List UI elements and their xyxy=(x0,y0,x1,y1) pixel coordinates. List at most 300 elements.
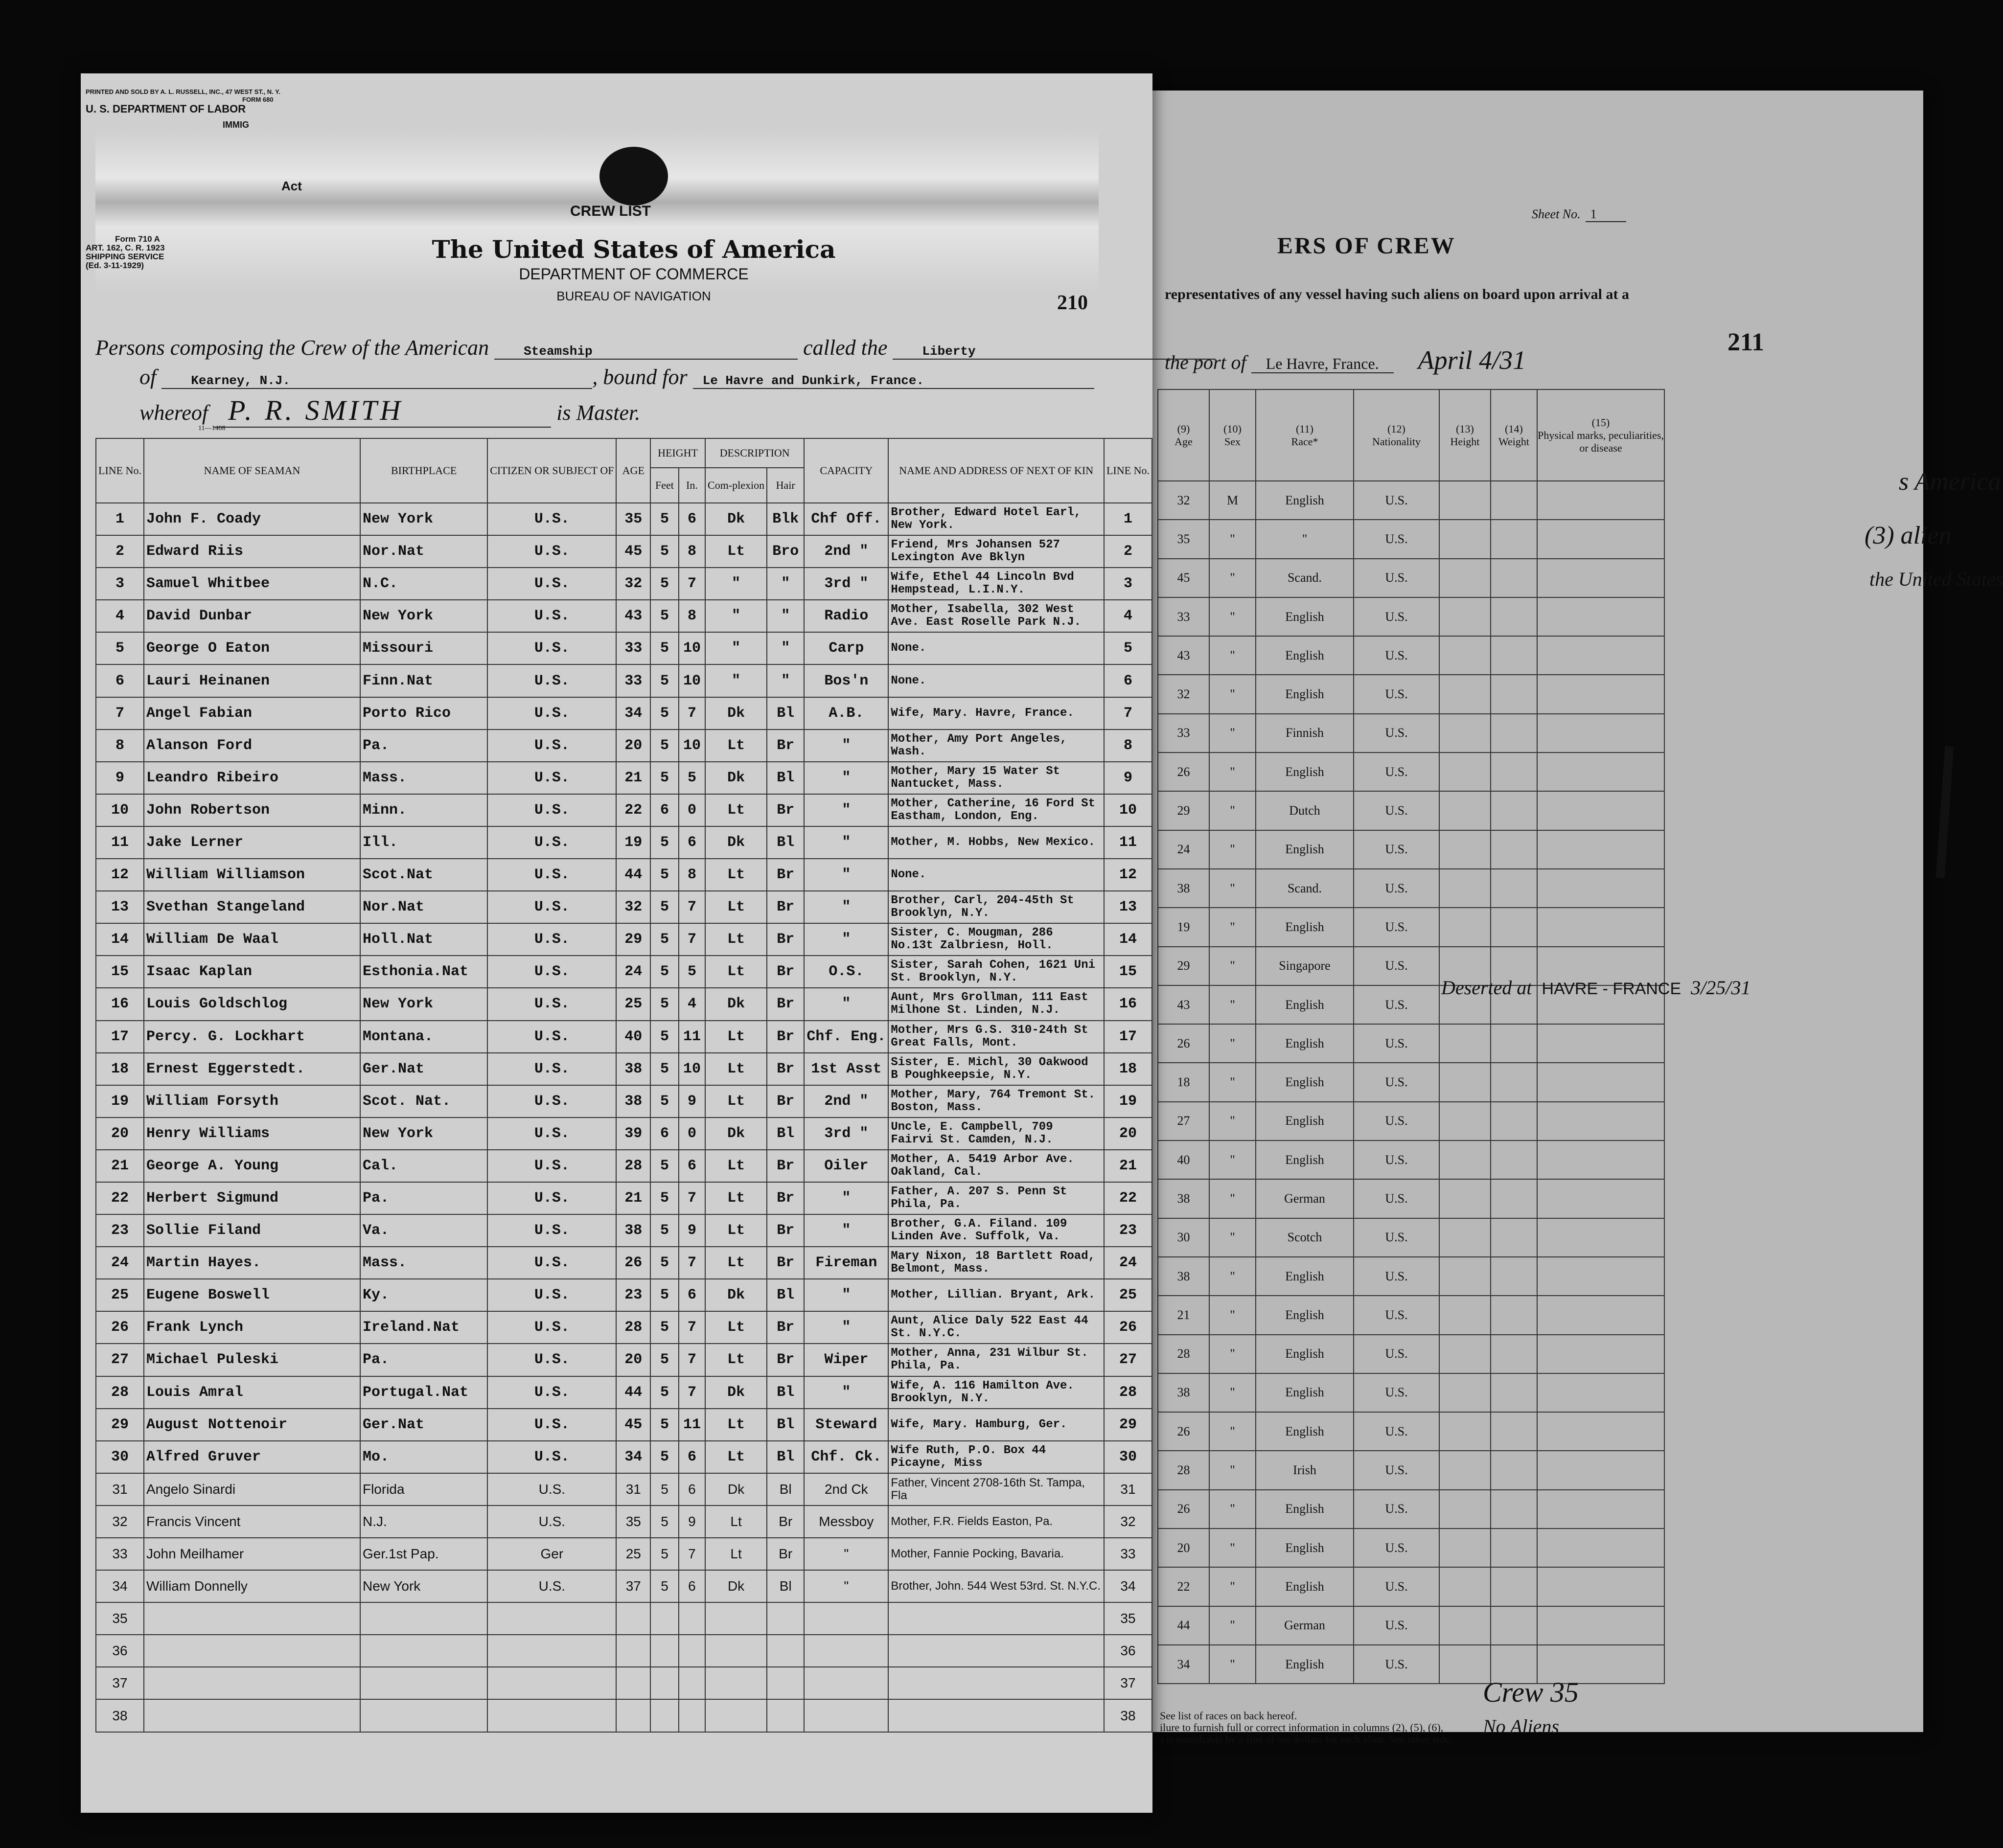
back-cell-age: 26 xyxy=(1158,1024,1209,1063)
back-cell-empty xyxy=(1491,791,1537,830)
crew-cell-complexion: " xyxy=(705,664,767,697)
back-cell-nat: U.S. xyxy=(1354,1024,1439,1063)
back-cell-empty xyxy=(1537,1257,1664,1296)
back-cell-sex: " xyxy=(1209,985,1256,1024)
crew-cell-seaman-name: Frank Lynch xyxy=(144,1311,360,1344)
crew-cell-inches: 6 xyxy=(679,1441,705,1473)
crew-cell-hair: Br xyxy=(767,1247,804,1279)
back-cell-empty xyxy=(1537,1141,1664,1179)
crew-cell-feet xyxy=(650,1602,679,1635)
crew-row xyxy=(96,1538,1152,1570)
back-table-row xyxy=(1158,520,1664,558)
back-cell-sex: " xyxy=(1209,1063,1256,1101)
crew-cell-seaman-name: William Forsyth xyxy=(144,1085,360,1118)
crew-cell-birthplace xyxy=(360,1602,487,1635)
back-cell-nat: U.S. xyxy=(1354,1102,1439,1141)
crew-cell-capacity: Radio xyxy=(804,600,888,632)
back-cell-empty xyxy=(1537,481,1664,520)
crew-cell-inches: 8 xyxy=(679,535,705,568)
back-cell-empty xyxy=(1537,636,1664,675)
back-cell-age: 29 xyxy=(1158,947,1209,985)
crew-cell-citizen: U.S. xyxy=(487,1441,616,1473)
crew-cell-birthplace: Ky. xyxy=(360,1279,487,1311)
crew-cell-next-of-kin: Brother, John. 544 West 53rd. St. N.Y.C. xyxy=(888,1570,1104,1602)
crew-row xyxy=(96,1021,1152,1053)
crew-cell-line-no: 33 xyxy=(96,1538,144,1570)
crew-cell-citizen: U.S. xyxy=(487,632,616,664)
crew-cell-seaman-name: Edward Riis xyxy=(144,535,360,568)
crew-row xyxy=(96,762,1152,794)
crew-cell-feet xyxy=(650,1635,679,1667)
crew-cell-feet: 6 xyxy=(650,1118,679,1150)
crew-cell-capacity: Steward xyxy=(804,1409,888,1441)
back-cell-race: English xyxy=(1256,1373,1354,1412)
back-cell-nat: U.S. xyxy=(1354,1645,1439,1684)
back-cell-empty xyxy=(1491,636,1537,675)
crew-cell-seaman-name: George A. Young xyxy=(144,1150,360,1182)
col-next-of-kin: NAME AND ADDRESS OF NEXT OF KIN xyxy=(888,438,1104,503)
crew-cell-hair: Br xyxy=(767,730,804,762)
back-cell-nat: U.S. xyxy=(1354,985,1439,1024)
crew-cell-complexion: Lt xyxy=(705,794,767,826)
crew-cell-hair: Br xyxy=(767,891,804,923)
col-complexion: Com-plexion xyxy=(705,468,767,503)
back-table-row xyxy=(1158,675,1664,713)
crew-cell-line-no: 3 xyxy=(96,568,144,600)
crew-row xyxy=(96,1667,1152,1699)
crew-cell-seaman-name: Lauri Heinanen xyxy=(144,664,360,697)
back-cell-empty xyxy=(1439,1412,1491,1451)
col-inches: In. xyxy=(679,468,705,503)
back-table-row xyxy=(1158,1296,1664,1334)
rig-value: Steamship xyxy=(494,344,798,360)
crew-cell-next-of-kin: Brother, Carl, 204-45th St Brooklyn, N.Y. xyxy=(888,891,1104,923)
crew-cell-capacity: Bos'n xyxy=(804,664,888,697)
crew-row xyxy=(96,503,1152,535)
crew-cell-feet: 5 xyxy=(650,1311,679,1344)
crew-cell-hair: Bl xyxy=(767,697,804,730)
crew-cell-birthplace: Ill. xyxy=(360,826,487,859)
crew-cell-capacity: " xyxy=(804,730,888,762)
crew-cell-seaman-name: Svethan Stangeland xyxy=(144,891,360,923)
back-cell-nat: U.S. xyxy=(1354,947,1439,985)
crew-cell-birthplace xyxy=(360,1635,487,1667)
back-cell-empty xyxy=(1537,791,1664,830)
back-table-row xyxy=(1158,753,1664,791)
crew-cell-hair: Br xyxy=(767,1085,804,1118)
back-table-row xyxy=(1158,1529,1664,1567)
crew-cell-capacity: Chf. Eng. xyxy=(804,1021,888,1053)
back-cell-empty xyxy=(1439,1490,1491,1529)
back-cell-sex: " xyxy=(1209,869,1256,908)
crew-cell-citizen xyxy=(487,1699,616,1732)
crew-cell-complexion: Lt xyxy=(705,1053,767,1085)
crew-cell-next-of-kin: Wife, Mary. Hamburg, Ger. xyxy=(888,1409,1104,1441)
crew-cell-line-no: 17 xyxy=(96,1021,144,1053)
crew-cell-citizen: U.S. xyxy=(487,1409,616,1441)
crew-cell-age: 21 xyxy=(616,1182,650,1214)
back-cell-sex: " xyxy=(1209,1296,1256,1334)
crew-cell-inches: 7 xyxy=(679,697,705,730)
back-cell-race: English xyxy=(1256,1063,1354,1101)
crew-cell-hair: Bl xyxy=(767,826,804,859)
crew-cell-age: 45 xyxy=(616,535,650,568)
back-table-row xyxy=(1158,1335,1664,1373)
crew-row xyxy=(96,956,1152,988)
crew-cell-feet xyxy=(650,1667,679,1699)
crew-cell-next-of-kin: Mother, Mary 15 Water St Nantucket, Mass. xyxy=(888,762,1104,794)
crew-cell-hair: " xyxy=(767,632,804,664)
crew-cell-age: 37 xyxy=(616,1570,650,1602)
crew-cell-capacity xyxy=(804,1602,888,1635)
crew-cell-next-of-kin: None. xyxy=(888,632,1104,664)
crew-cell-line-no-right: 29 xyxy=(1104,1409,1152,1441)
crew-cell-birthplace: Missouri xyxy=(360,632,487,664)
crew-cell-citizen: U.S. xyxy=(487,1150,616,1182)
crew-cell-seaman-name: Isaac Kaplan xyxy=(144,956,360,988)
crew-cell-age: 35 xyxy=(616,503,650,535)
crew-cell-next-of-kin: Mother, Mary, 764 Tremont St. Boston, Mass. xyxy=(888,1085,1104,1118)
back-cell-age: 43 xyxy=(1158,985,1209,1024)
back-cell-nat: U.S. xyxy=(1354,1257,1439,1296)
crew-cell-seaman-name: John Robertson xyxy=(144,794,360,826)
crew-cell-inches xyxy=(679,1699,705,1732)
crew-cell-complexion: " xyxy=(705,568,767,600)
crew-cell-age: 44 xyxy=(616,1376,650,1409)
back-cell-empty xyxy=(1537,1218,1664,1257)
crew-cell-line-no: 4 xyxy=(96,600,144,632)
crew-cell-line-no-right: 32 xyxy=(1104,1506,1152,1538)
back-cell-age: 28 xyxy=(1158,1335,1209,1373)
back-cell-empty xyxy=(1491,1567,1537,1606)
crew-cell-line-no: 6 xyxy=(96,664,144,697)
crew-cell-inches: 10 xyxy=(679,730,705,762)
back-cell-nat: U.S. xyxy=(1354,1451,1439,1489)
back-cell-empty xyxy=(1439,714,1491,753)
crew-cell-age: 28 xyxy=(616,1150,650,1182)
crew-cell-line-no: 5 xyxy=(96,632,144,664)
back-cell-empty xyxy=(1439,1257,1491,1296)
crew-cell-line-no-right: 38 xyxy=(1104,1699,1152,1732)
crew-cell-seaman-name xyxy=(144,1635,360,1667)
crew-cell-next-of-kin: Mother, F.R. Fields Easton, Pa. xyxy=(888,1506,1104,1538)
crew-cell-complexion: Dk xyxy=(705,1279,767,1311)
crew-cell-line-no: 29 xyxy=(96,1409,144,1441)
crew-cell-birthplace: Finn.Nat xyxy=(360,664,487,697)
crew-cell-age: 38 xyxy=(616,1214,650,1247)
crew-cell-age: 33 xyxy=(616,664,650,697)
crew-cell-hair: " xyxy=(767,664,804,697)
back-cell-empty xyxy=(1439,481,1491,520)
back-cell-empty xyxy=(1439,1063,1491,1101)
crew-cell-inches xyxy=(679,1602,705,1635)
crew-cell-line-no: 37 xyxy=(96,1667,144,1699)
col-description: DESCRIPTION xyxy=(705,438,804,468)
crew-cell-age: 20 xyxy=(616,1344,650,1376)
crew-cell-next-of-kin: Mother, Isabella, 302 West Ave. East Roselle Park N.J. xyxy=(888,600,1104,632)
back-cell-empty xyxy=(1537,1102,1664,1141)
crew-cell-capacity: " xyxy=(804,1311,888,1344)
crew-cell-age: 28 xyxy=(616,1311,650,1344)
back-cell-empty xyxy=(1491,1141,1537,1179)
back-cell-empty xyxy=(1439,1141,1491,1179)
crew-cell-age: 39 xyxy=(616,1118,650,1150)
crew-cell-line-no-right: 7 xyxy=(1104,697,1152,730)
crew-cell-inches: 6 xyxy=(679,1570,705,1602)
crew-table-header xyxy=(96,438,1152,503)
crew-cell-line-no-right: 23 xyxy=(1104,1214,1152,1247)
back-cell-sex: " xyxy=(1209,947,1256,985)
back-cell-empty xyxy=(1439,908,1491,946)
col-line-no: LINE No. xyxy=(96,438,144,503)
crew-row xyxy=(96,697,1152,730)
back-cell-race: English xyxy=(1256,1645,1354,1684)
crew-cell-seaman-name: Leandro Ribeiro xyxy=(144,762,360,794)
crew-cell-age: 38 xyxy=(616,1053,650,1085)
crew-cell-seaman-name: Angelo Sinardi xyxy=(144,1473,360,1506)
crew-cell-capacity: O.S. xyxy=(804,956,888,988)
back-cell-empty xyxy=(1491,1451,1537,1489)
crew-cell-seaman-name: Jake Lerner xyxy=(144,826,360,859)
crew-row xyxy=(96,664,1152,697)
back-cell-race: Scand. xyxy=(1256,869,1354,908)
back-cell-race: German xyxy=(1256,1179,1354,1218)
crew-cell-inches: 7 xyxy=(679,1182,705,1214)
back-table-row xyxy=(1158,714,1664,753)
crew-cell-next-of-kin: Mary Nixon, 18 Bartlett Road, Belmont, Mass. xyxy=(888,1247,1104,1279)
crew-cell-citizen: U.S. xyxy=(487,794,616,826)
back-cell-empty xyxy=(1439,559,1491,597)
crew-cell-complexion: Lt xyxy=(705,1247,767,1279)
crew-cell-complexion: Lt xyxy=(705,1311,767,1344)
crew-cell-citizen: U.S. xyxy=(487,1247,616,1279)
back-col-header: (12) Nationality xyxy=(1354,389,1439,481)
crew-row xyxy=(96,1441,1152,1473)
back-cell-empty xyxy=(1537,1606,1664,1645)
crew-cell-complexion: Lt xyxy=(705,891,767,923)
crew-row xyxy=(96,1635,1152,1667)
crew-cell-line-no-right: 36 xyxy=(1104,1635,1152,1667)
crew-cell-citizen: U.S. xyxy=(487,1118,616,1150)
crew-row xyxy=(96,632,1152,664)
back-cell-sex: M xyxy=(1209,481,1256,520)
crew-cell-line-no-right: 21 xyxy=(1104,1150,1152,1182)
crew-cell-feet: 5 xyxy=(650,826,679,859)
crew-cell-hair: Br xyxy=(767,794,804,826)
back-cell-nat: U.S. xyxy=(1354,1567,1439,1606)
back-cell-nat: U.S. xyxy=(1354,791,1439,830)
bureau-navigation: BUREAU OF NAVIGATION xyxy=(556,289,711,303)
back-cell-empty xyxy=(1491,830,1537,869)
back-cell-race: English xyxy=(1256,1024,1354,1063)
crew-cell-birthplace: New York xyxy=(360,1118,487,1150)
crew-cell-hair: Bl xyxy=(767,1409,804,1441)
crew-cell-next-of-kin xyxy=(888,1602,1104,1635)
crew-cell-inches: 7 xyxy=(679,923,705,956)
back-cell-sex: " xyxy=(1209,1567,1256,1606)
back-cell-empty xyxy=(1491,1296,1537,1334)
crew-cell-complexion: Dk xyxy=(705,1473,767,1506)
crew-cell-inches: 6 xyxy=(679,1473,705,1506)
crew-cell-line-no: 22 xyxy=(96,1182,144,1214)
crew-cell-feet: 5 xyxy=(650,1409,679,1441)
crew-cell-birthplace: Porto Rico xyxy=(360,697,487,730)
crew-cell-inches: 11 xyxy=(679,1021,705,1053)
crew-cell-citizen xyxy=(487,1602,616,1635)
crew-cell-inches xyxy=(679,1635,705,1667)
crew-cell-line-no: 15 xyxy=(96,956,144,988)
back-cell-nat: U.S. xyxy=(1354,1606,1439,1645)
crew-cell-hair: Br xyxy=(767,1506,804,1538)
crew-cell-line-no-right: 12 xyxy=(1104,859,1152,891)
back-cell-nat: U.S. xyxy=(1354,869,1439,908)
back-cell-sex: " xyxy=(1209,1490,1256,1529)
destination: Le Havre and Dunkirk, France. xyxy=(693,373,1094,389)
back-cell-nat: U.S. xyxy=(1354,1373,1439,1412)
back-cell-age: 20 xyxy=(1158,1529,1209,1567)
crew-cell-hair: Br xyxy=(767,1538,804,1570)
back-cell-race: English xyxy=(1256,597,1354,636)
crew-cell-line-no-right: 10 xyxy=(1104,794,1152,826)
crew-cell-complexion: Lt xyxy=(705,1214,767,1247)
crew-cell-capacity: " xyxy=(804,794,888,826)
crew-cell-age: 24 xyxy=(616,956,650,988)
crew-cell-age: 34 xyxy=(616,697,650,730)
crew-cell-capacity: Fireman xyxy=(804,1247,888,1279)
crew-cell-birthplace: Pa. xyxy=(360,1182,487,1214)
crew-cell-line-no-right: 16 xyxy=(1104,988,1152,1020)
crew-cell-age xyxy=(616,1635,650,1667)
crew-cell-capacity: Chf. Ck. xyxy=(804,1441,888,1473)
back-table-row xyxy=(1158,869,1664,908)
crew-cell-line-no: 12 xyxy=(96,859,144,891)
crew-cell-birthplace: New York xyxy=(360,988,487,1020)
back-col-header: (13) Height xyxy=(1439,389,1491,481)
back-cell-empty xyxy=(1439,1451,1491,1489)
crew-cell-inches: 8 xyxy=(679,600,705,632)
back-cell-age: 22 xyxy=(1158,1567,1209,1606)
back-col-header: (9) Age xyxy=(1158,389,1209,481)
crew-cell-inches: 7 xyxy=(679,891,705,923)
back-cell-empty xyxy=(1439,1606,1491,1645)
crew-cell-capacity: " xyxy=(804,891,888,923)
crew-cell-capacity: " xyxy=(804,762,888,794)
crew-cell-citizen: U.S. xyxy=(487,1085,616,1118)
crew-cell-hair: Br xyxy=(767,1214,804,1247)
back-cell-sex: " xyxy=(1209,753,1256,791)
crew-cell-citizen: Ger xyxy=(487,1538,616,1570)
crew-cell-feet xyxy=(650,1699,679,1732)
crew-cell-citizen: U.S. xyxy=(487,1473,616,1506)
back-col-header: (11) Race* xyxy=(1256,389,1354,481)
back-cell-nat: U.S. xyxy=(1354,1490,1439,1529)
back-cell-empty xyxy=(1491,1529,1537,1567)
crew-cell-feet: 5 xyxy=(650,600,679,632)
back-cell-empty xyxy=(1439,1102,1491,1141)
crew-cell-next-of-kin: Father, Vincent 2708-16th St. Tampa, Fla xyxy=(888,1473,1104,1506)
crew-cell-complexion: Dk xyxy=(705,988,767,1020)
back-cell-empty xyxy=(1537,908,1664,946)
crew-cell-inches: 11 xyxy=(679,1409,705,1441)
crew-cell-feet: 5 xyxy=(650,956,679,988)
crew-cell-complexion xyxy=(705,1699,767,1732)
crew-cell-line-no: 35 xyxy=(96,1602,144,1635)
crew-cell-birthplace xyxy=(360,1667,487,1699)
crew-cell-next-of-kin: Mother, Catherine, 16 Ford St Eastham, London, Eng. xyxy=(888,794,1104,826)
crew-cell-birthplace: Pa. xyxy=(360,1344,487,1376)
back-cell-sex: " xyxy=(1209,1412,1256,1451)
crew-cell-hair: Br xyxy=(767,1053,804,1085)
back-cell-race: Scand. xyxy=(1256,559,1354,597)
crew-cell-line-no-right: 28 xyxy=(1104,1376,1152,1409)
crew-cell-complexion: " xyxy=(705,600,767,632)
back-cell-age: 19 xyxy=(1158,908,1209,946)
crew-cell-inches: 7 xyxy=(679,568,705,600)
form-code: 11—1408 xyxy=(198,425,226,432)
crew-cell-complexion: Lt xyxy=(705,730,767,762)
crew-cell-line-no-right: 24 xyxy=(1104,1247,1152,1279)
crew-cell-feet: 5 xyxy=(650,1506,679,1538)
back-table-row xyxy=(1158,1063,1664,1101)
crew-row xyxy=(96,1182,1152,1214)
crew-cell-seaman-name: John F. Coady xyxy=(144,503,360,535)
back-cell-age: 45 xyxy=(1158,559,1209,597)
back-cell-empty xyxy=(1491,1257,1537,1296)
back-cell-race: Singapore xyxy=(1256,947,1354,985)
immigration-label: IMMIG xyxy=(223,120,249,130)
crew-cell-capacity: Carp xyxy=(804,632,888,664)
crew-cell-line-no-right: 34 xyxy=(1104,1570,1152,1602)
back-cell-empty xyxy=(1537,714,1664,753)
crew-cell-seaman-name: William Donnelly xyxy=(144,1570,360,1602)
crew-cell-seaman-name: George O Eaton xyxy=(144,632,360,664)
back-cell-age: 44 xyxy=(1158,1606,1209,1645)
crew-row xyxy=(96,1150,1152,1182)
back-cell-age: 24 xyxy=(1158,830,1209,869)
crew-cell-hair: Bl xyxy=(767,1376,804,1409)
back-cell-age: 33 xyxy=(1158,714,1209,753)
back-cell-empty xyxy=(1537,830,1664,869)
crew-cell-feet: 5 xyxy=(650,923,679,956)
crew-cell-birthplace: Nor.Nat xyxy=(360,535,487,568)
crew-cell-citizen: U.S. xyxy=(487,1053,616,1085)
crew-cell-citizen: U.S. xyxy=(487,988,616,1020)
crew-cell-complexion: Lt xyxy=(705,1506,767,1538)
crew-cell-line-no-right: 4 xyxy=(1104,600,1152,632)
crew-cell-next-of-kin: Aunt, Alice Daly 522 East 44 St. N.Y.C. xyxy=(888,1311,1104,1344)
crew-cell-line-no-right: 35 xyxy=(1104,1602,1152,1635)
crew-cell-feet: 5 xyxy=(650,1021,679,1053)
back-cell-age: 26 xyxy=(1158,753,1209,791)
crew-cell-hair xyxy=(767,1635,804,1667)
back-cell-empty xyxy=(1439,675,1491,713)
back-cell-empty xyxy=(1537,1296,1664,1334)
crew-cell-citizen: U.S. xyxy=(487,503,616,535)
margin-note-1: s America xyxy=(1899,468,2001,496)
crew-row xyxy=(96,1602,1152,1635)
back-cell-age: 18 xyxy=(1158,1063,1209,1101)
back-cell-race: English xyxy=(1256,1102,1354,1141)
margin-note-3: the United States xyxy=(1869,568,2003,590)
crew-cell-seaman-name xyxy=(144,1667,360,1699)
crew-cell-line-no-right: 14 xyxy=(1104,923,1152,956)
crew-row xyxy=(96,826,1152,859)
pen-mark xyxy=(1936,746,1954,879)
crew-cell-hair: Br xyxy=(767,988,804,1020)
crew-cell-citizen: U.S. xyxy=(487,1344,616,1376)
crew-cell-feet: 5 xyxy=(650,1441,679,1473)
back-cell-sex: " xyxy=(1209,1529,1256,1567)
